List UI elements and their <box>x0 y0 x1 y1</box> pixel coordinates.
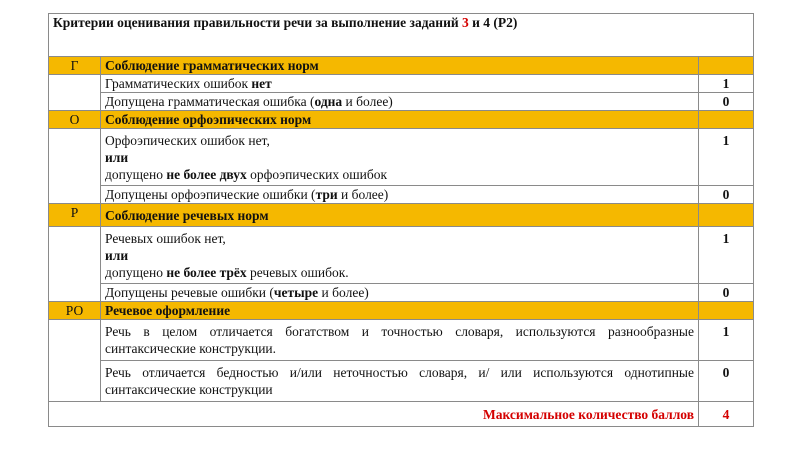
criterion-text: Орфоэпических ошибок нет, или допущено не более двух орфоэпических ошибок <box>101 129 699 186</box>
section-code: Р <box>49 204 101 227</box>
criterion-text: Речевых ошибок нет, или допущено не более трёх речевых ошибок. <box>101 227 699 284</box>
criterion-text: Допущены речевые ошибки (четыре и более) <box>101 284 699 302</box>
code-cell-empty <box>49 227 101 302</box>
criterion-text: Допущены орфоэпические ошибки (три и более) <box>101 186 699 204</box>
code-cell-empty <box>49 75 101 111</box>
criterion-row <box>49 186 754 204</box>
code-cell-empty <box>49 320 101 402</box>
title-task-number-2: 4 <box>483 15 491 30</box>
criterion-score: 1 <box>699 320 754 361</box>
total-row <box>49 402 754 427</box>
table-title: Критерии оценивания правильности речи за выполнение заданий 3 и 4 (Р2) <box>49 14 754 57</box>
criterion-row <box>49 75 754 93</box>
criterion-text: Грамматических ошибок нет <box>101 75 699 93</box>
section-name: Соблюдение грамматических норм <box>101 57 699 75</box>
criterion-text: Допущена грамматическая ошибка (одна и более) <box>101 93 699 111</box>
section-header-g <box>49 57 754 75</box>
section-header-ro <box>49 302 754 320</box>
criterion-score: 1 <box>699 129 754 186</box>
section-header-o <box>49 111 754 129</box>
section-name: Соблюдение речевых норм <box>101 204 699 227</box>
criterion-score: 0 <box>699 284 754 302</box>
total-value: 4 <box>699 402 754 427</box>
criterion-score: 0 <box>699 93 754 111</box>
criterion-row <box>49 129 754 186</box>
section-header-r <box>49 204 754 227</box>
title-row <box>49 14 754 57</box>
criterion-row <box>49 93 754 111</box>
code-cell-empty <box>49 129 101 204</box>
section-name: Речевое оформление <box>101 302 699 320</box>
total-label: Максимальное количество баллов <box>49 402 699 427</box>
criterion-row <box>49 227 754 284</box>
criterion-row <box>49 284 754 302</box>
section-code: Г <box>49 57 101 75</box>
criterion-score: 0 <box>699 186 754 204</box>
criterion-row <box>49 361 754 402</box>
criterion-score: 1 <box>699 75 754 93</box>
section-code: РО <box>49 302 101 320</box>
criterion-text: Речь в целом отличается богатством и точностью словаря, используются разнообразные синтаксические конструкции. <box>101 320 699 361</box>
section-name: Соблюдение орфоэпических норм <box>101 111 699 129</box>
criterion-score: 0 <box>699 361 754 402</box>
criterion-row <box>49 320 754 361</box>
criterion-text: Речь отличается бедностью и/или неточностью словаря, и/ или используются однотипные синтаксические конструкции <box>101 361 699 402</box>
section-code: О <box>49 111 101 129</box>
title-task-number-1: 3 <box>462 15 469 30</box>
criterion-score: 1 <box>699 227 754 284</box>
criteria-table <box>48 13 754 427</box>
